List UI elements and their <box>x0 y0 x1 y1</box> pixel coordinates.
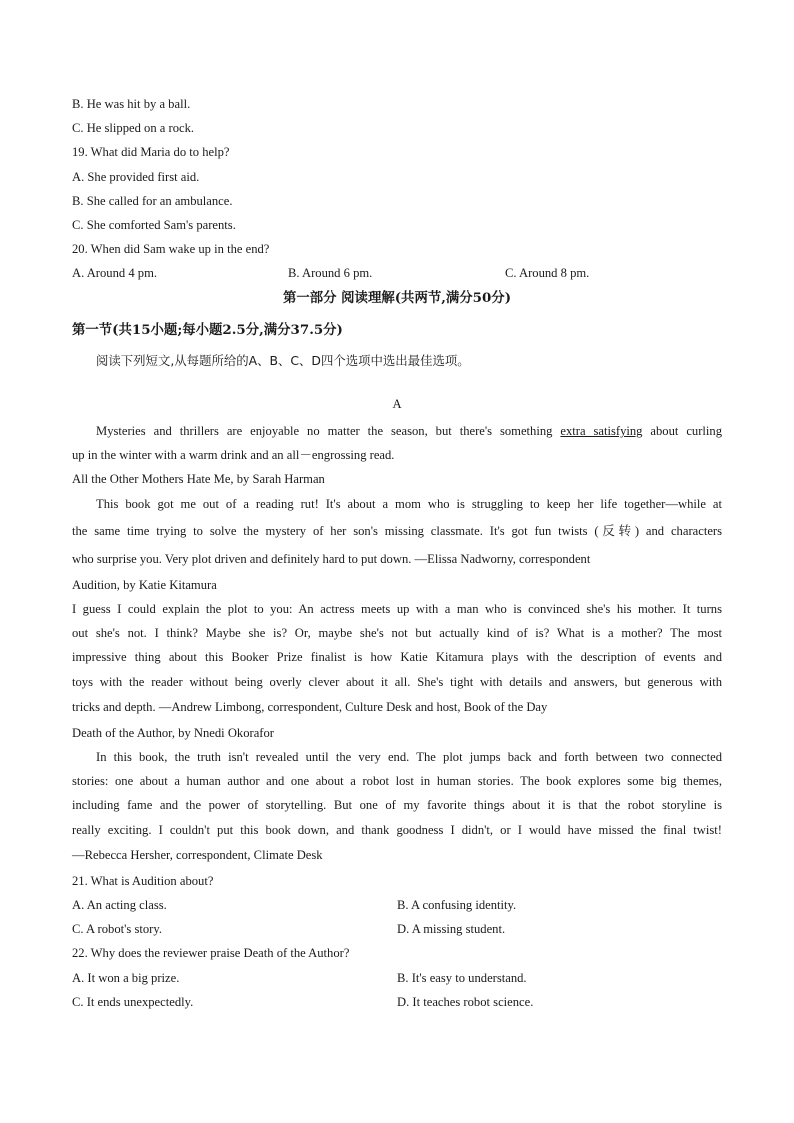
q22-question: 22. Why does the reviewer praise Death of the Author? <box>72 946 350 960</box>
q19-question: 19. What did Maria do to help? <box>72 145 230 159</box>
section-heading: 第一节(共15小题;每小题2.5分,满分37.5分) <box>72 322 343 338</box>
book3-line-5: —Rebecca Hersher, correspondent, Climate Desk <box>72 848 323 862</box>
book2-line-1: I guess I could explain the plot to you: An actress meets up with a man who is convinced she's his mother. It turns <box>72 602 722 616</box>
book2-line-4: toys with the reader without being overly clever about it all. She's tight with details and answers, but generous with <box>72 675 722 689</box>
book3-line-1: In this book, the truth isn't revealed until the very end. The plot jumps back and forth between two connected <box>96 750 722 764</box>
book2-line-3: impressive thing about this Booker Prize finalist is how Katie Kitamura plays with the description of events and <box>72 650 722 664</box>
intro-text-after: about curling <box>642 424 723 438</box>
q22-option-b: B. It's easy to understand. <box>397 971 527 985</box>
q20-option-a: A. Around 4 pm. <box>72 266 158 280</box>
underlined-phrase: extra satisfying <box>560 424 643 438</box>
book1-line-2: the same time trying to solve the mystery of her son's missing classmate. It's got fun twists (反转) and characters <box>72 524 722 538</box>
q20-question: 20. When did Sam wake up in the end? <box>72 242 270 256</box>
intro-line-1 <box>96 423 722 439</box>
q22-option-d: D. It teaches robot science. <box>397 995 534 1009</box>
q19-option-a: A. She provided first aid. <box>72 170 200 184</box>
intro-line-2: up in the winter with a warm drink and an all－engrossing read. <box>72 448 395 462</box>
book1-title: All the Other Mothers Hate Me, by Sarah Harman <box>72 472 325 486</box>
book2-title: Audition, by Katie Kitamura <box>72 578 217 592</box>
q20-option-c: C. Around 8 pm. <box>505 266 590 280</box>
q19-option-c: C. She comforted Sam's parents. <box>72 218 236 232</box>
book1-line-3: who surprise you. Very plot driven and definitely hard to put down. —Elissa Nadworny, correspondent <box>72 552 591 566</box>
intro-text-before: Mysteries and thrillers are enjoyable no matter the season, but there's something <box>96 424 561 438</box>
book1-line-1: This book got me out of a reading rut! It's about a mom who is struggling to keep her life together—while at <box>96 497 722 511</box>
q19-option-b: B. She called for an ambulance. <box>72 194 233 208</box>
book3-line-4: really exciting. I couldn't put this book down, and thank goodness I didn't, or I would have missed the final twist! <box>72 823 722 837</box>
q21-option-d: D. A missing student. <box>397 922 506 936</box>
q20-option-b: B. Around 6 pm. <box>288 266 373 280</box>
q21-option-a: A. An acting class. <box>72 898 167 912</box>
q21-question: 21. What is Audition about? <box>72 874 214 888</box>
book3-line-2: stories: one about a human author and one about a robot lost in human stories. The book explores some big themes, <box>72 774 722 788</box>
part-heading: 第一部分 阅读理解(共两节,满分50分) <box>282 290 512 306</box>
instructions: 阅读下列短文,从每题所给的A、B、C、D四个选项中选出最佳选项。 <box>96 353 470 368</box>
book3-title: Death of the Author, by Nnedi Okorafor <box>72 726 274 740</box>
q21-option-c: C. A robot's story. <box>72 922 162 936</box>
q21-option-b: B. A confusing identity. <box>397 898 517 912</box>
passage-label: A <box>392 397 402 411</box>
q18-option-b: B. He was hit by a ball. <box>72 97 191 111</box>
q22-option-c: C. It ends unexpectedly. <box>72 995 194 1009</box>
book2-line-5: tricks and depth. —Andrew Limbong, correspondent, Culture Desk and host, Book of the Day <box>72 700 548 714</box>
q22-option-a: A. It won a big prize. <box>72 971 180 985</box>
book3-line-3: including fame and the power of storytelling. But one of my favorite things about it is that the robot storyline is <box>72 798 722 812</box>
q18-option-c: C. He slipped on a rock. <box>72 121 195 135</box>
book2-line-2: out she's not. I think? Maybe she is? Or, maybe she's not but actually kind of is? What is a mother? The most <box>72 626 722 640</box>
